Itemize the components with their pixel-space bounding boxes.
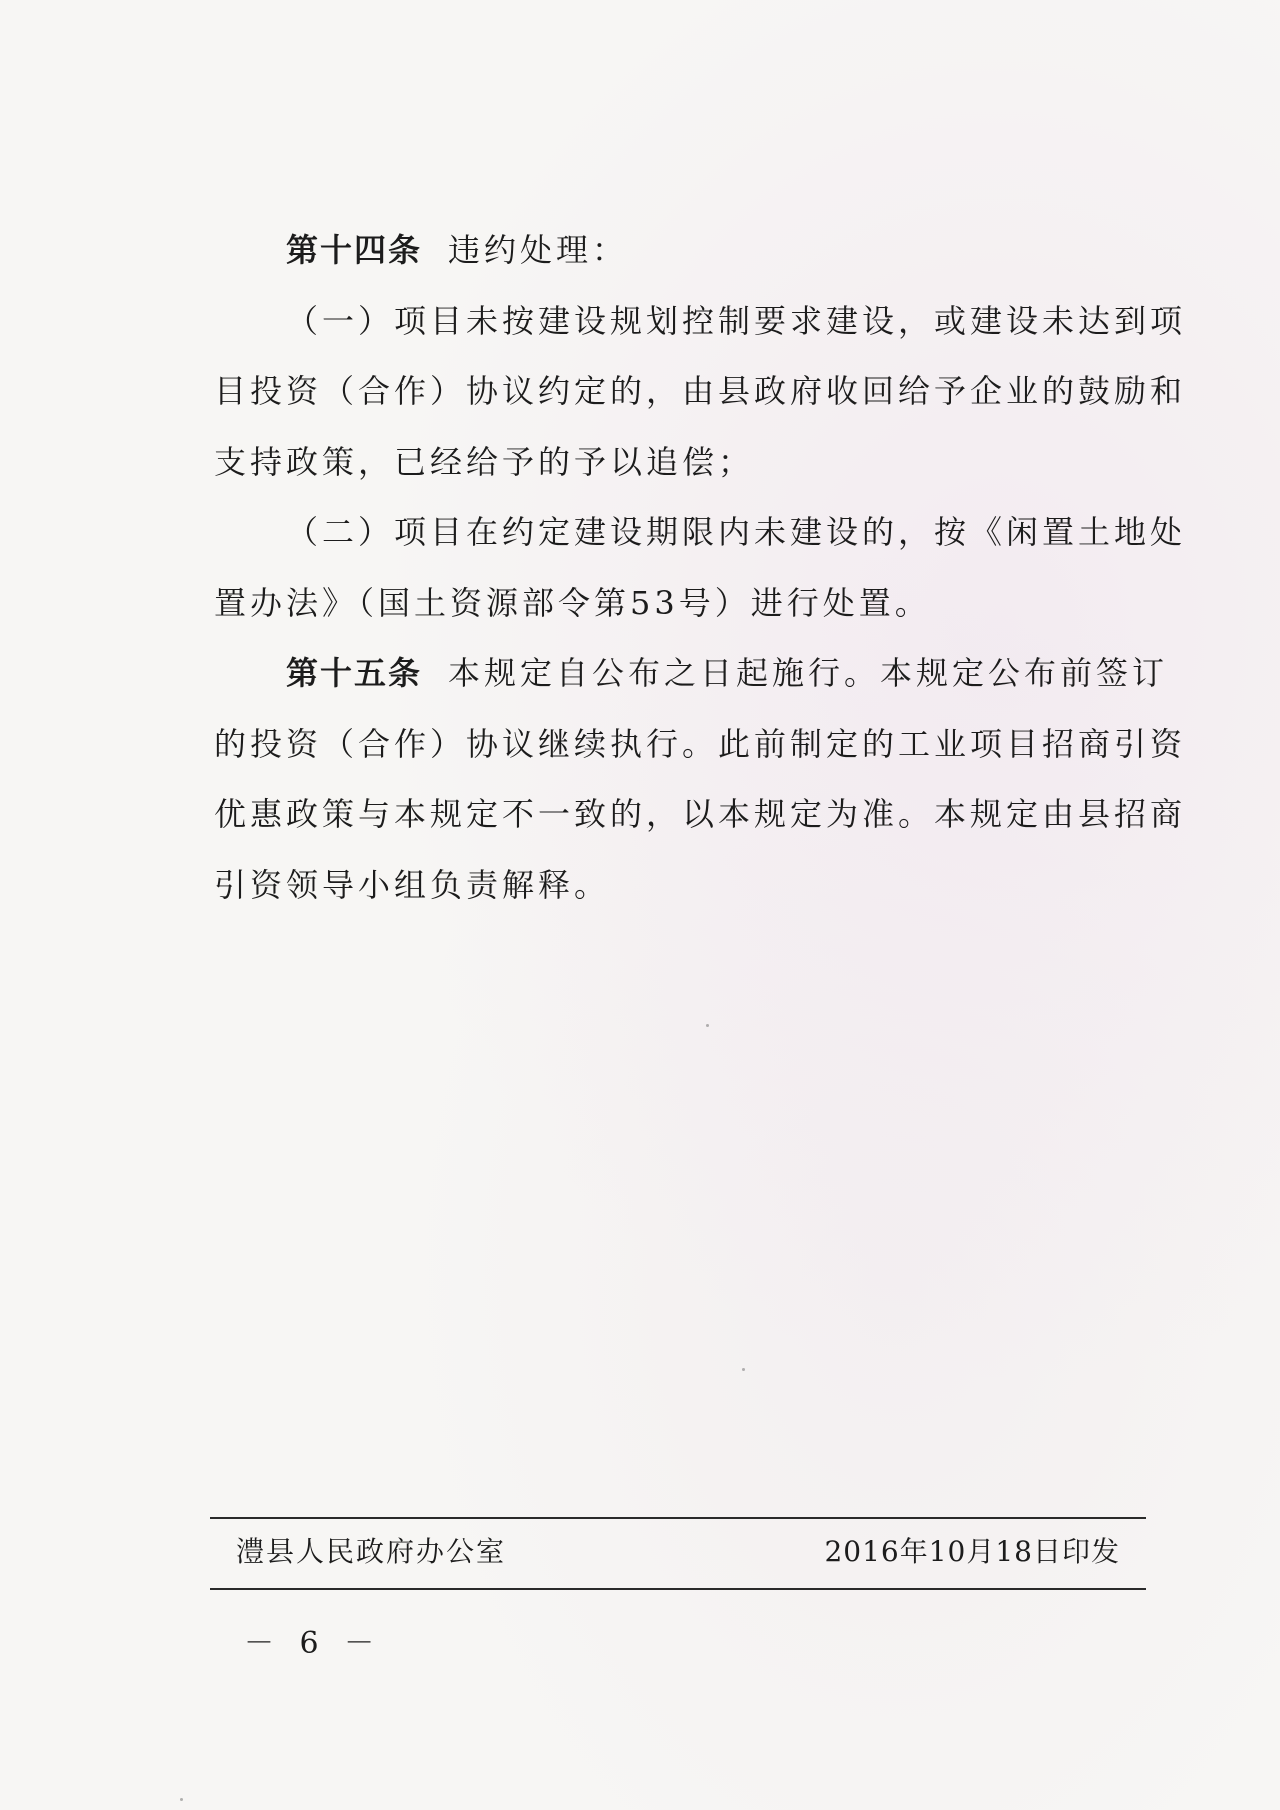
- footer-issuer: 澧县人民政府办公室: [236, 1535, 507, 1568]
- article-14-heading-line: [214, 232, 1150, 269]
- scan-speck: [706, 1024, 709, 1027]
- article-14-clause-1-line-3: 支持政策，已经给予的予以追偿；: [214, 442, 755, 481]
- article-15-line-3: 优惠政策与本规定不一致的，以本规定为准。本规定由县招商: [214, 795, 1187, 833]
- page-number: － 6 －: [244, 1626, 383, 1661]
- article-15-text: 本规定自公布之日起施行。本规定公布前签订: [448, 654, 1169, 692]
- article-14-clause-1-line-2: 目投资（合作）协议约定的，由县政府收回给予企业的鼓励和: [214, 372, 1187, 410]
- footer-top-rule: [210, 1517, 1146, 1519]
- article-14-clause-2-line-2: 置办法》（国土资源部令第53号）进行处置。: [214, 583, 931, 622]
- article-14-clause-1-line-1: （一）项目未按建设规划控制要求建设，或建设未达到项: [286, 301, 1187, 340]
- article-14-heading: 第十四条: [286, 231, 423, 269]
- scan-speck: [180, 1798, 183, 1801]
- footer-bottom-rule: [210, 1588, 1146, 1590]
- document-body: [214, 231, 1187, 937]
- article-14-title: 违约处理：: [448, 231, 629, 269]
- article-15-heading: 第十五条: [286, 654, 423, 692]
- article-15-line-2: 的投资（合作）协议继续执行。此前制定的工业项目招商引资: [214, 724, 1187, 763]
- footer-issue-date: 2016年10月18日印发: [824, 1535, 1120, 1568]
- article-15-line-4: 引资领导小组负责解释。: [214, 865, 611, 904]
- article-15-line-1: [214, 654, 1169, 692]
- scan-speck: [742, 1368, 745, 1371]
- article-14-clause-2-line-1: （二）项目在约定建设期限内未建设的，按《闲置土地处: [286, 513, 1187, 551]
